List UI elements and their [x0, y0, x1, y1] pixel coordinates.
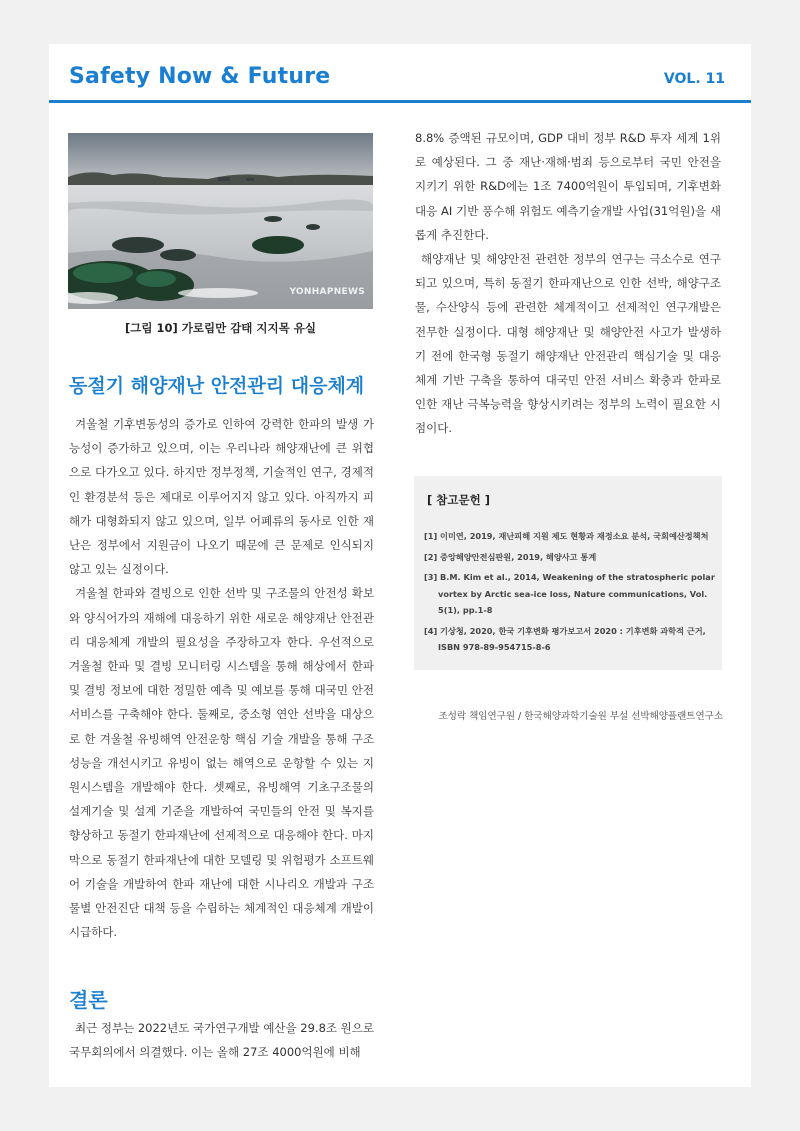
reference-item: [4] 기상청, 2020, 한국 기후변화 평가보고서 2020 : 기후변화 과학적 근거, ISBN 978-89-954715-8-6: [424, 625, 706, 652]
section1-paragraph: 겨울철 한파와 결빙으로 인한 선박 및 구조물의 안전성 확보와 양식어가의 재해에 대응하기 위한 새로운 해양재난 안전관리 대응체계 개발의 필요성을 주장하고자 한다. 우선적으로 겨울철 한파 및 결빙 모니터링 시스템을 통해 해상에서 한파 및 결빙 정보에 대한 정밀한 예측 및 예보를 통해 대국민 안전서비스를 구축해야 한다. 둘째로, 중소형 연안 선박을 대상으로 한 겨울철 유빙해역 안전운항 핵심 기술 개발을 통해 구조성능을 개선시키고 유빙이 없는 해역으로 운항할 수 있는 지원시스템을 개발해야 한다. 셋째로, 유빙해역 기초구조물의 설계기술 및 설계 기준을 개발하여 국민들의 안전 및 복지를 향상하고 동절기 한파재난에 선제적으로 대응해야 한다. 마지막으로 동절기 한파재난에 대한 모델링 및 위험평가 소프트웨어 기술을 개발하여 한파 재난에 대한 시나리오 개발과 구조물별 안전진단 대책 등을 수립하는 체계적인 대응체계 개발이 시급하다.: [69, 586, 374, 940]
photo-watermark: YONHAPNEWS: [289, 287, 365, 297]
conclusion-body-left: [69, 1016, 374, 1064]
section-heading-response-system: 동절기 해양재난 안전관리 대응체계: [69, 375, 365, 397]
reference-item: [3] B.M. Kim et al., 2014, Weakening of the stratospheric polar vortex by Arctic sea-ice loss, Nature communications, Vol. 5(1), pp.1-8: [424, 572, 715, 615]
author-credit: 조성락 책임연구원 / 한국해양과학기술원 부설 선박해양플랜트연구소: [438, 711, 723, 722]
conclusion-paragraph: 최근 정부는 2022년도 국가연구개발 예산을 29.8조 원으로 국무회의에서 의결했다. 이는 올해 27조 4000억원에 비해: [69, 1021, 374, 1060]
document-page: [49, 44, 751, 1087]
references-box: [414, 476, 722, 670]
figure-photo: [68, 133, 373, 309]
reference-item: [1] 이미연, 2019, 재난피해 지원 제도 현황과 재정소요 분석, 국회예산정책처: [424, 531, 709, 541]
header-divider: [49, 100, 751, 103]
magazine-title: Safety Now & Future: [69, 64, 331, 89]
volume-label: VOL. 11: [663, 71, 725, 87]
section1-body: [69, 412, 374, 944]
references-list: [424, 528, 716, 660]
conclusion-paragraph: 해양재난 및 해양안전 관련한 정부의 연구는 극소수로 연구되고 있으며, 특히 동절기 한파재난으로 인한 선박, 해양구조물, 수산양식 등에 관련한 체계적이고 선제적인 연구개발은 전무한 실정이다. 대형 해양재난 및 해양안전 사고가 발생하기 전에 한국형 동절기 해양재난 안전관리 핵심기술 및 대응체계 기반 구축을 통하여 대국민 안전 서비스 확충과 한파로 인한 재난 극복능력을 향상시키려는 정부의 노력이 필요한 시점이다.: [415, 252, 721, 436]
frozen-tidal-flat-image: [68, 133, 373, 309]
reference-item: [2] 중앙해양안전심판원, 2019, 해양사고 통계: [424, 551, 597, 562]
figure-caption: [그림 10] 가로림만 감태 지지목 유실: [125, 321, 316, 335]
conclusion-paragraph: 8.8% 증액된 규모이며, GDP 대비 정부 R&D 투자 세계 1위로 예상된다. 그 중 재난·재해·범죄 등으로부터 국민 안전을 지키기 위한 R&D에는 1조 7400억원이 투입되며, 기후변화 대응 AI 기반 풍수해 위험도 예측기술개발 사업(31억원)을 새롭게 추진한다.: [415, 131, 721, 242]
section-heading-conclusion: 결론: [69, 988, 108, 1012]
section1-paragraph: 겨울철 기후변동성의 증가로 인하여 강력한 한파의 발생 가능성이 증가하고 있으며, 이는 우리나라 해양재난에 큰 위협으로 다가오고 있다. 하지만 정부정책, 기술적인 연구, 경제적인 환경분석 등은 제대로 이루어지지 않고 있다. 아직까지 피해가 대형화되지 않고 있으며, 일부 어폐류의 동사로 인한 재난은 정부에서 지원금이 나오기 때문에 큰 문제로 인식되지 않고 있는 실정이다.: [69, 417, 374, 577]
conclusion-body-right: [415, 126, 721, 441]
references-title: [ 참고문헌 ]: [427, 493, 490, 507]
